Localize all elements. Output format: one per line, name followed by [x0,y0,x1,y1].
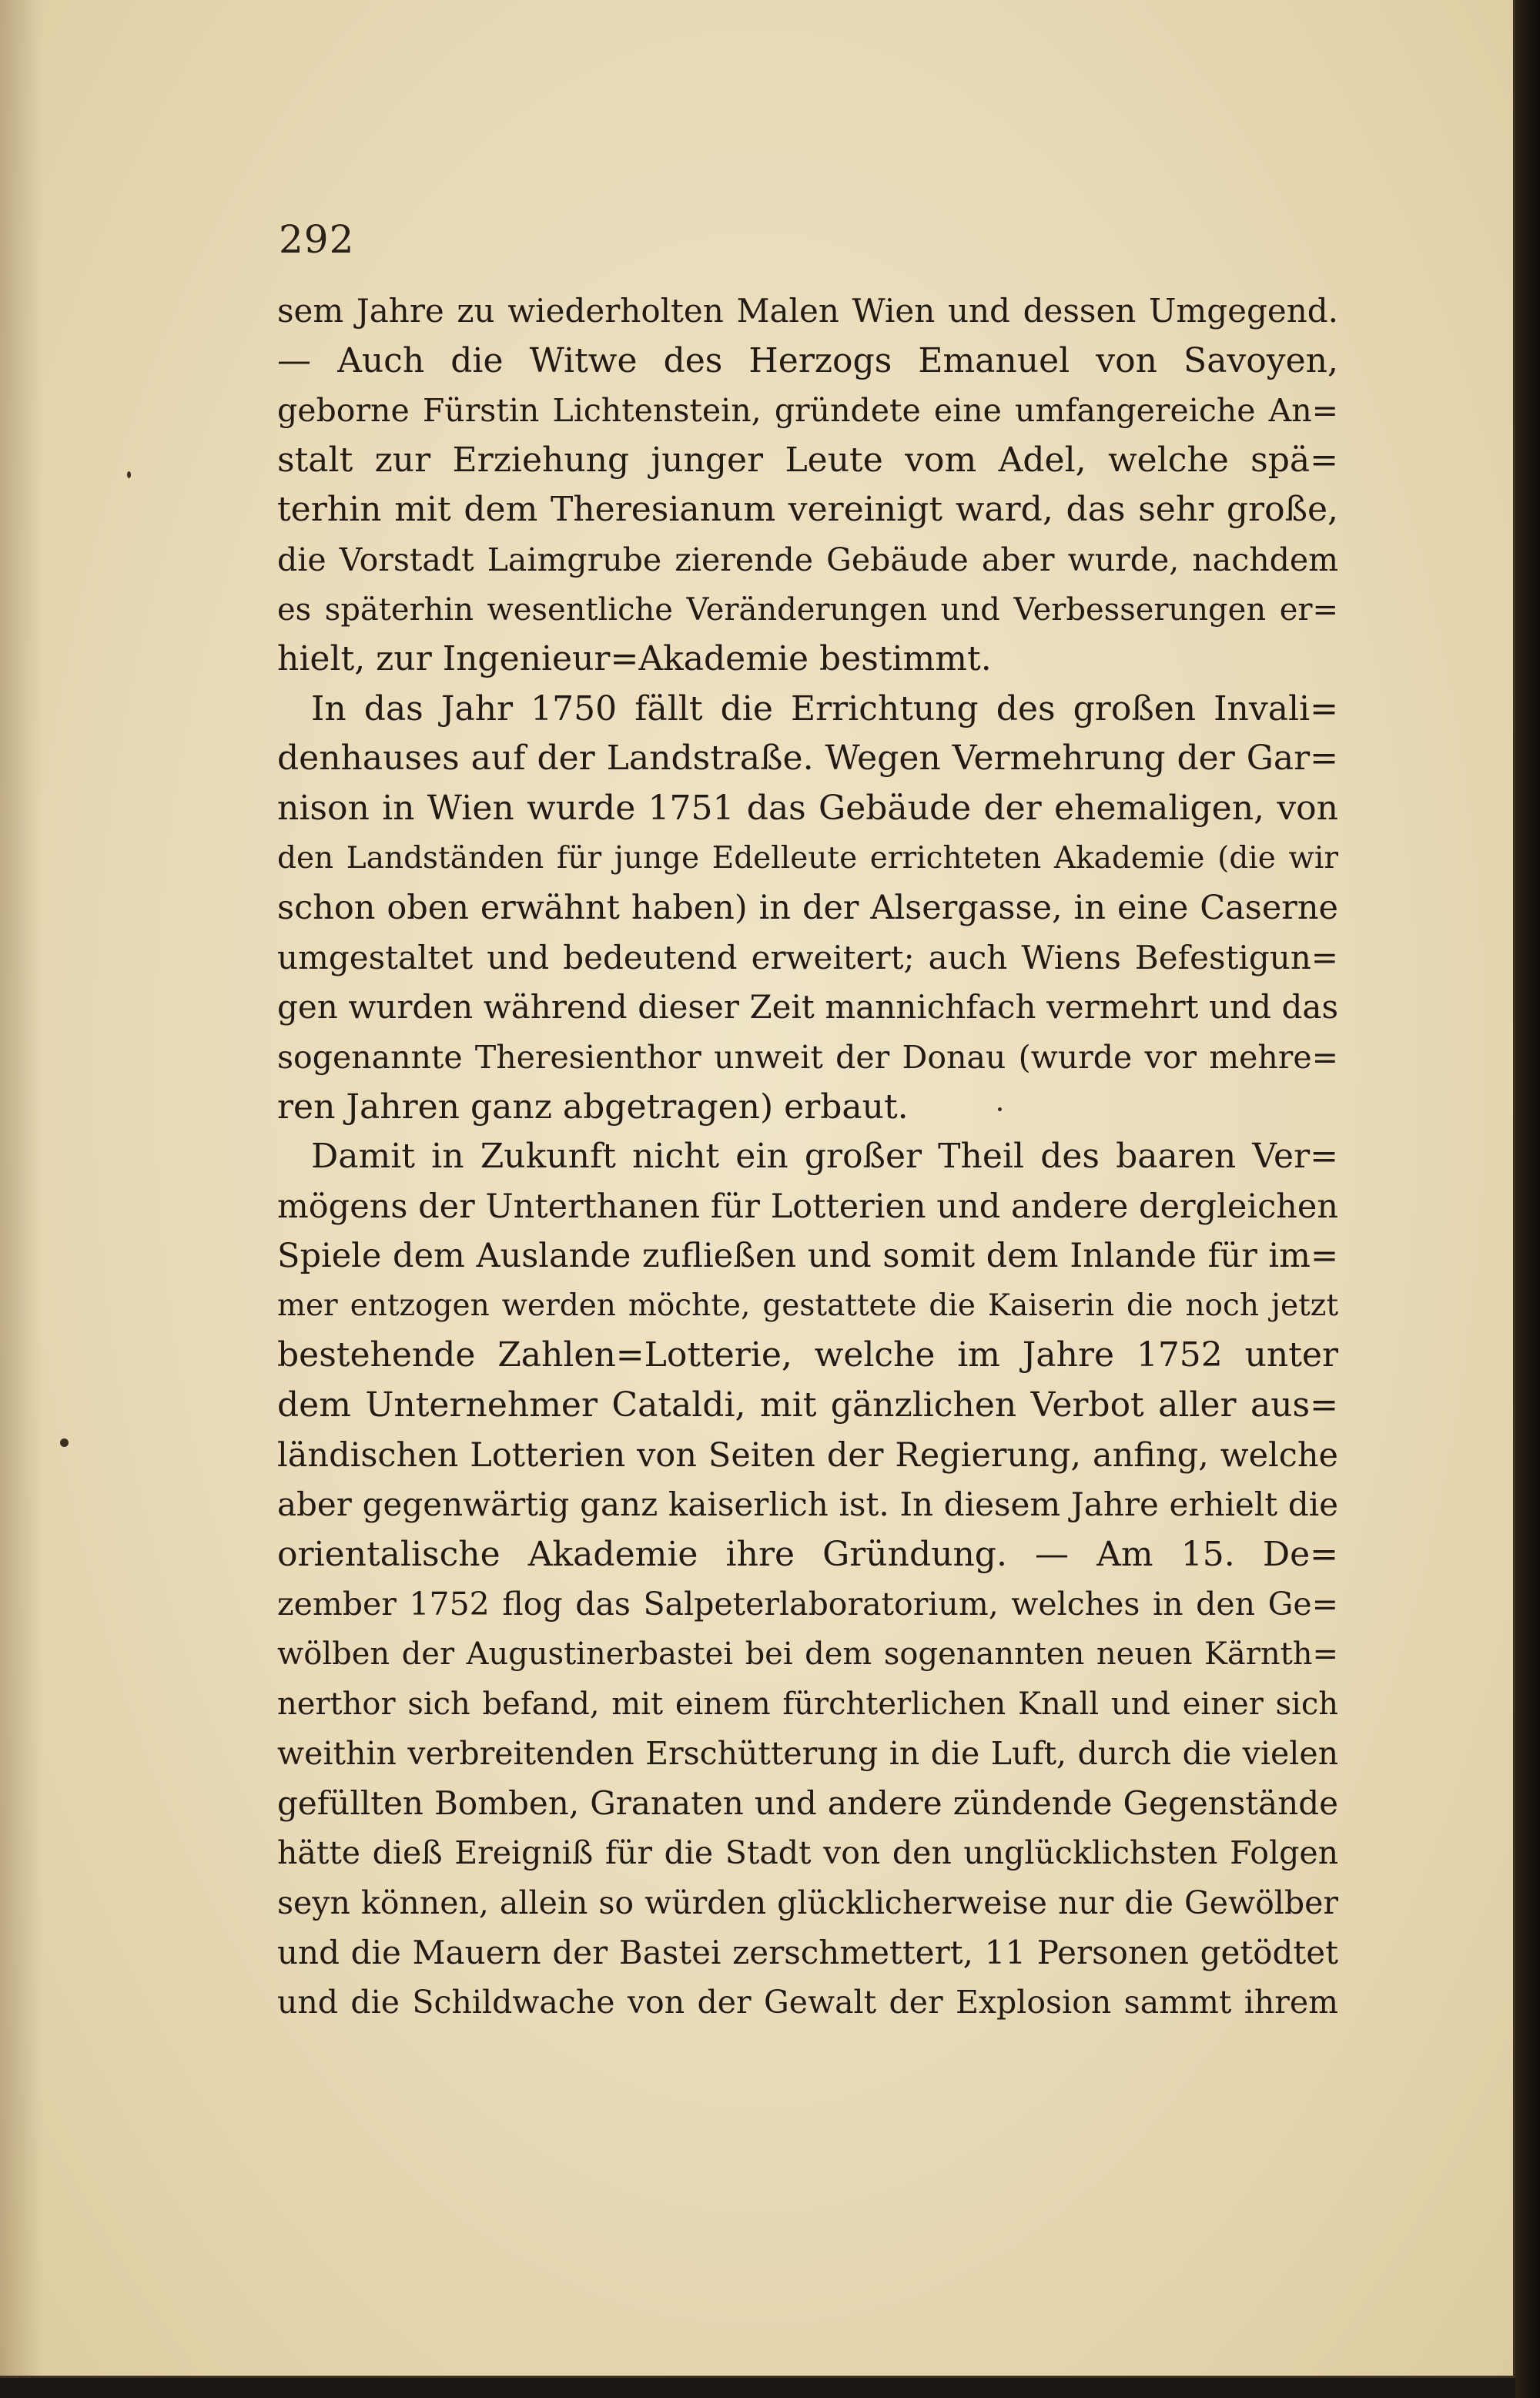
text-line: aber gegenwärtig ganz kaiserlich ist. In diesem Jahre erhielt die [277,1485,1338,1524]
text-line: sem Jahre zu wiederholten Malen Wien und dessen Umgegend. [277,292,1338,330]
paragraph-first-line: Damit in Zukunft nicht ein großer Theil des baaren Ver= [311,1137,1338,1177]
text-line: gen wurden während dieser Zeit mannichfach vermehrt und das [277,988,1338,1027]
text-line: terhin mit dem Theresianum vereinigt ward, das sehr große, [277,490,1338,530]
text-line: die Vorstadt Laimgrube zierende Gebäude aber wurde, nachdem [277,541,1338,578]
text-line: wölben der Augustinerbastei bei dem sogenannten neuen Kärnth= [277,1636,1338,1673]
text-line: nerthor sich befand, mit einem fürchterlichen Knall und einer sich [277,1686,1338,1722]
text-line: Spiele dem Auslande zufließen und somit dem Inlande für im= [277,1237,1338,1276]
text-line: hätte dieß Ereigniß für die Stadt von den unglücklichsten Folgen [277,1834,1338,1872]
text-line: mögens der Unterthanen für Lotterien und andere dergleichen [277,1187,1338,1226]
body-text [277,286,1338,2028]
text-line: bestehende Zahlen=Lotterie, welche im Jahre 1752 unter [277,1335,1338,1375]
text-line: weithin verbreitenden Erschütterung in die Luft, durch die vielen [277,1735,1338,1773]
paper-speck [60,1438,69,1447]
text-line: ländischen Lotterien von Seiten der Regierung, anfing, welche [277,1435,1338,1475]
page-number: 292 [279,217,355,262]
text-line: — Auch die Witwe des Herzogs Emanuel von Savoyen, [277,340,1338,380]
page-edge-shadow [1515,0,1540,2398]
text-line: umgestaltet und bedeutend erweitert; auch Wiens Befestigun= [277,938,1338,976]
text-line: geborne Fürstin Lichtenstein, gründete eine umfangereiche An= [277,392,1338,430]
paragraph-first-line: In das Jahr 1750 fällt die Errichtung des großen Invali= [311,688,1338,728]
text-line: hielt, zur Ingenieur=Akademie bestimmt. [277,639,992,679]
text-line: mer entzogen werden möchte, gestattete die Kaiserin die noch jetzt [277,1288,1338,1323]
gutter-shadow [0,0,42,2376]
text-line: und die Schildwache von der Gewalt der Explosion sammt ihrem [277,1984,1338,2021]
text-line: zember 1752 flog das Salpeterlaboratorium, welches in den Ge= [277,1586,1338,1623]
paper-speck [127,471,131,478]
text-line: ren Jahren ganz abgetragen) erbaut. [277,1087,909,1127]
text-line: und die Mauern der Bastei zerschmettert, 11 Personen getödtet [277,1933,1338,1971]
text-line: nison in Wien wurde 1751 das Gebäude der ehemaligen, von [277,788,1338,828]
text-line: sogenannte Theresienthor unweit der Donau (wurde vor mehre= [277,1038,1338,1076]
text-line: stalt zur Erziehung junger Leute vom Adel, welche spä= [277,440,1338,480]
text-line: dem Unternehmer Cataldi, mit gänzlichen Verbot aller aus= [277,1385,1338,1425]
text-line: es späterhin wesentliche Veränderungen und Verbesserungen er= [277,591,1338,628]
text-line: gefüllten Bomben, Granaten und andere zündende Gegenstände [277,1783,1338,1822]
text-line: orientalische Akademie ihre Gründung. — Am 15. De= [277,1534,1338,1574]
text-line: seyn können, allein so würden glücklicherweise nur die Gewölber [277,1884,1338,1921]
text-line: den Landständen für junge Edelleute errichteten Akademie (die wir [277,840,1338,876]
text-line: denhauses auf der Landstraße. Wegen Vermehrung der Gar= [277,738,1338,779]
paper-speck [998,1107,1002,1111]
text-line: schon oben erwähnt haben) in der Alsergasse, in eine Caserne [277,889,1338,928]
